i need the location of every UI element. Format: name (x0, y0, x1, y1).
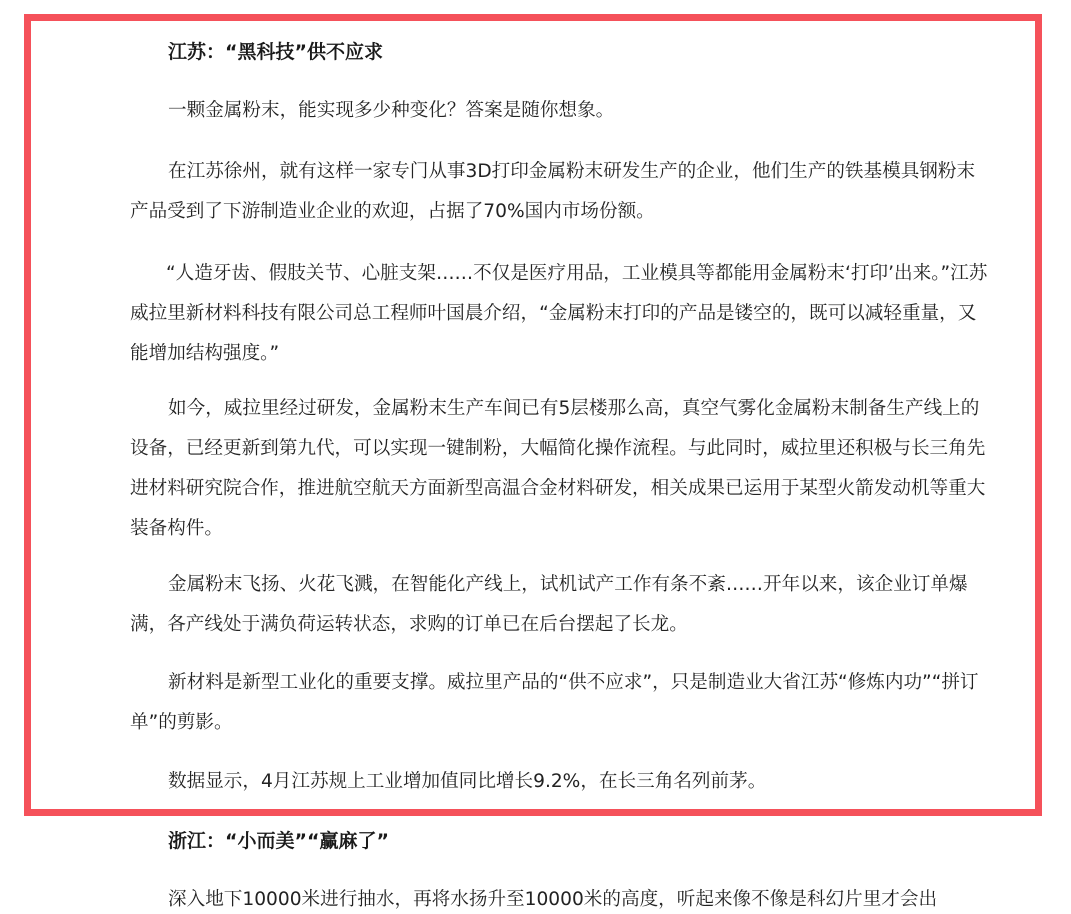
paragraph-2: 在江苏徐州，就有这样一家专门从事3D打印金属粉末研发生产的企业，他们生产的铁基模具钢粉末产品受到了下游制造业企业的欢迎，占据了70%国内市场份额。 (130, 161, 976, 222)
paragraph-5: 金属粉末飞扬、火花飞溅，在智能化产线上，试机试产工作有条不紊……开年以来，该企业订单爆满，各产线处于满负荷运转状态，求购的订单已在后台摆起了长龙。 (130, 574, 968, 635)
section-heading-jiangsu: 江苏：“黑科技”供不应求 (168, 41, 383, 63)
paragraph-7: 数据显示，4月江苏规上工业增加值同比增长9.2%，在长三角名列前茅。 (168, 771, 767, 792)
paragraph-8: 深入地下10000米进行抽水，再将水扬升至10000米的高度，听起来像不像是科幻片里才会出 (168, 889, 938, 910)
section-heading-zhejiang: 浙江：“小而美”“赢麻了” (168, 830, 389, 852)
paragraph-6: 新材料是新型工业化的重要支撑。威拉里产品的“供不应求”，只是制造业大省江苏“修炼内功”“拼订单”的剪影。 (130, 672, 979, 733)
paragraph-4: 如今，威拉里经过研发，金属粉末生产车间已有5层楼那么高，真空气雾化金属粉末制备生产线上的设备，已经更新到第九代，可以实现一键制粉，大幅简化操作流程。与此同时，威拉里还积极与长三角先进材料研究院合作，推进航空航天方面新型高温合金材料研发，相关成果已运用于某型火箭发动机等重大装备构件。 (130, 398, 986, 539)
paragraph-1: 一颗金属粉末，能实现多少种变化？答案是随你想象。 (168, 100, 615, 121)
paragraph-3: “人造牙齿、假肢关节、心脏支架……不仅是医疗用品，工业模具等都能用金属粉末‘打印’出来。”江苏威拉里新材料科技有限公司总工程师叶国晨介绍，“金属粉末打印的产品是镂空的，既可以减轻重量，又能增加结构强度。” (130, 263, 988, 364)
